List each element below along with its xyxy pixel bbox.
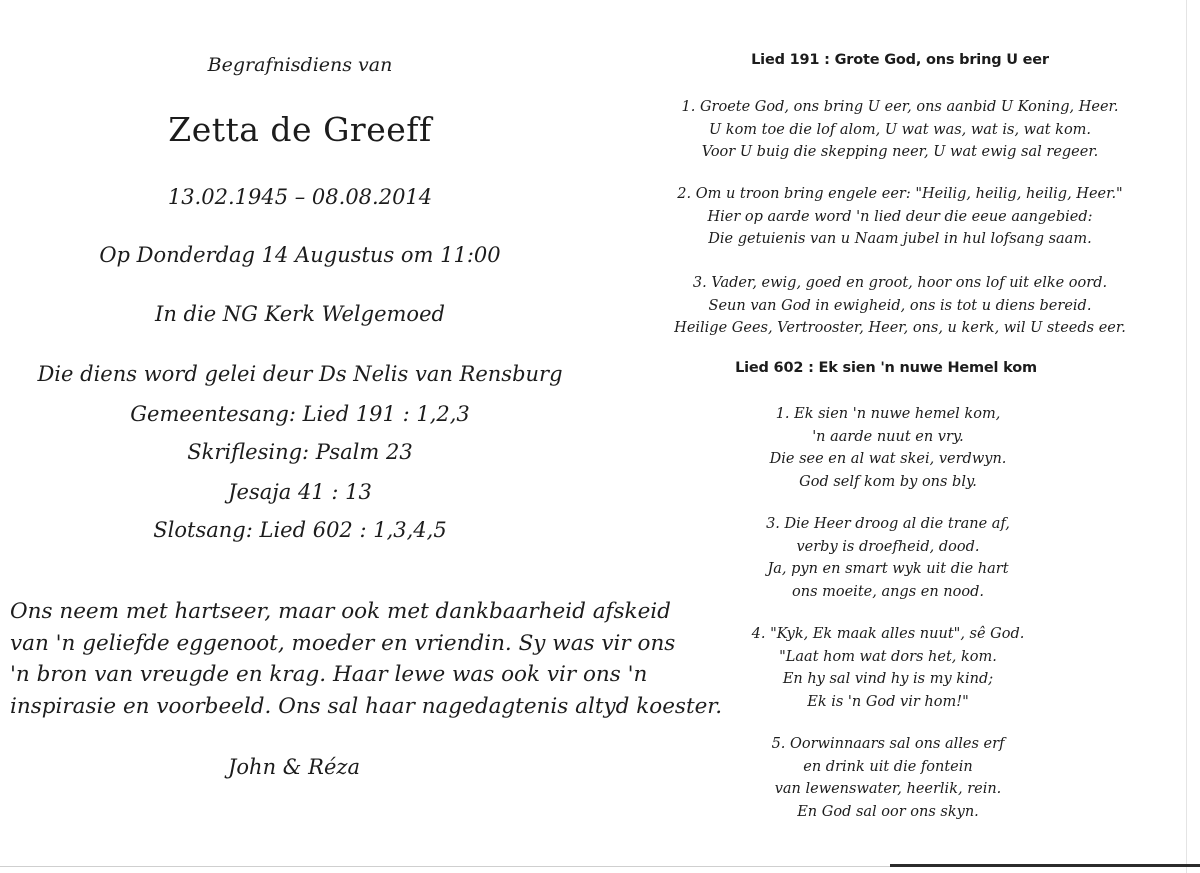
verse-line: 3. Vader, ewig, goed en groot, hoor ons lof uit elke oord. [692, 275, 1108, 291]
tribute-line: inspirasie en voorbeeld. Ons sal haar nagedagtenis altyd koester. [10, 693, 723, 719]
verse-line: en drink uit die fontein [803, 758, 973, 775]
deceased-name: Zetta de Greeff [168, 110, 432, 149]
officiant: Die diens word gelei deur Ds Nelis van Rensburg [37, 362, 563, 386]
verse-line: 'n aarde nuut en vry. [812, 428, 964, 445]
right-page [600, 0, 1200, 873]
tribute-line: 'n bron van vreugde en krag. Haar lewe was ook vir ons 'n [10, 662, 648, 687]
scan-bottom-shadow [890, 864, 1200, 867]
verse-line: 1. Ek sien 'n nuwe hemel kom, [775, 406, 1001, 422]
verse-line: U kom toe die lof alom, U wat was, wat is, wat kom. [708, 121, 1092, 138]
hymn-602-title: Lied 602 : Ek sien 'n nuwe Hemel kom [735, 360, 1037, 376]
tribute-paragraph [10, 596, 723, 722]
program-item: Skriflesing: Psalm 23 [187, 440, 413, 464]
verse-line: 2. Om u troon bring engele eer: "Heilig, heilig, heilig, Heer." [677, 186, 1123, 202]
verse-line: 1. Groete God, ons bring U eer, ons aanbid U Koning, Heer. [681, 99, 1119, 115]
verse-line: Hier op aarde word 'n lied deur die eeue aangebied: [707, 208, 1093, 225]
hymn-602-verse-4 [588, 623, 1188, 713]
verse-line: van lewenswater, heerlik, rein. [774, 781, 1002, 797]
verse-line: Heilige Gees, Vertrooster, Heer, ons, u kerk, wil U steeds eer. [674, 320, 1126, 336]
program-item: Gemeentesang: Lied 191 : 1,2,3 [130, 402, 470, 426]
verse-line: Die see en al wat skei, verdwyn. [769, 451, 1007, 467]
verse-line: Seun van God in ewigheid, ons is tot u diens bereid. [708, 297, 1092, 314]
life-dates: 13.02.1945 – 08.08.2014 [167, 185, 433, 209]
signature: John & Réza [228, 755, 360, 779]
tribute-line: Ons neem met hartseer, maar ook met dankbaarheid afskeid [10, 599, 671, 624]
program-item: Jesaja 41 : 13 [228, 480, 372, 504]
verse-line: "Laat hom wat dors het, kom. [779, 648, 997, 665]
service-heading: Begrafnisdiens van [207, 54, 393, 76]
venue: In die NG Kerk Welgemoed [155, 302, 445, 326]
hymn-602-verse-3 [588, 513, 1188, 603]
verse-line: Ja, pyn en smart wyk uit die hart [767, 561, 1009, 577]
hymn-602-verse-5 [588, 733, 1188, 823]
verse-line: 3. Die Heer droog al die trane af, [766, 516, 1010, 532]
verse-line: En God sal oor ons skyn. [797, 803, 979, 820]
verse-line: Die getuienis van u Naam jubel in hul lofsang saam. [708, 231, 1092, 247]
tribute-line: van 'n geliefde eggenoot, moeder en vriendin. Sy was vir ons [10, 630, 676, 656]
verse-line: En hy sal vind hy is my kind; [782, 671, 994, 687]
verse-line: 5. Oorwinnaars sal ons alles erf [771, 736, 1005, 752]
verse-line: Ek is 'n God vir hom!" [807, 693, 969, 710]
hymn-191-verse-3 [600, 272, 1200, 340]
verse-line: verby is droefheid, dood. [796, 538, 980, 555]
verse-line: ons moeite, angs en nood. [792, 583, 984, 600]
verse-line: God self kom by ons bly. [799, 473, 977, 490]
hymn-191-verse-2 [600, 183, 1200, 251]
hymn-602-verse-1 [588, 403, 1188, 493]
hymn-191-verse-1 [600, 96, 1200, 164]
verse-line: Voor U buig die skepping neer, U wat ewig sal regeer. [701, 144, 1099, 160]
verse-line: 4. "Kyk, Ek maak alles nuut", sê God. [751, 626, 1025, 642]
scan-edge-line [1186, 0, 1187, 873]
program-item: Slotsang: Lied 602 : 1,3,4,5 [153, 518, 447, 542]
hymn-191-title: Lied 191 : Grote God, ons bring U eer [751, 52, 1049, 68]
service-time: Op Donderdag 14 Augustus om 11:00 [99, 243, 501, 267]
